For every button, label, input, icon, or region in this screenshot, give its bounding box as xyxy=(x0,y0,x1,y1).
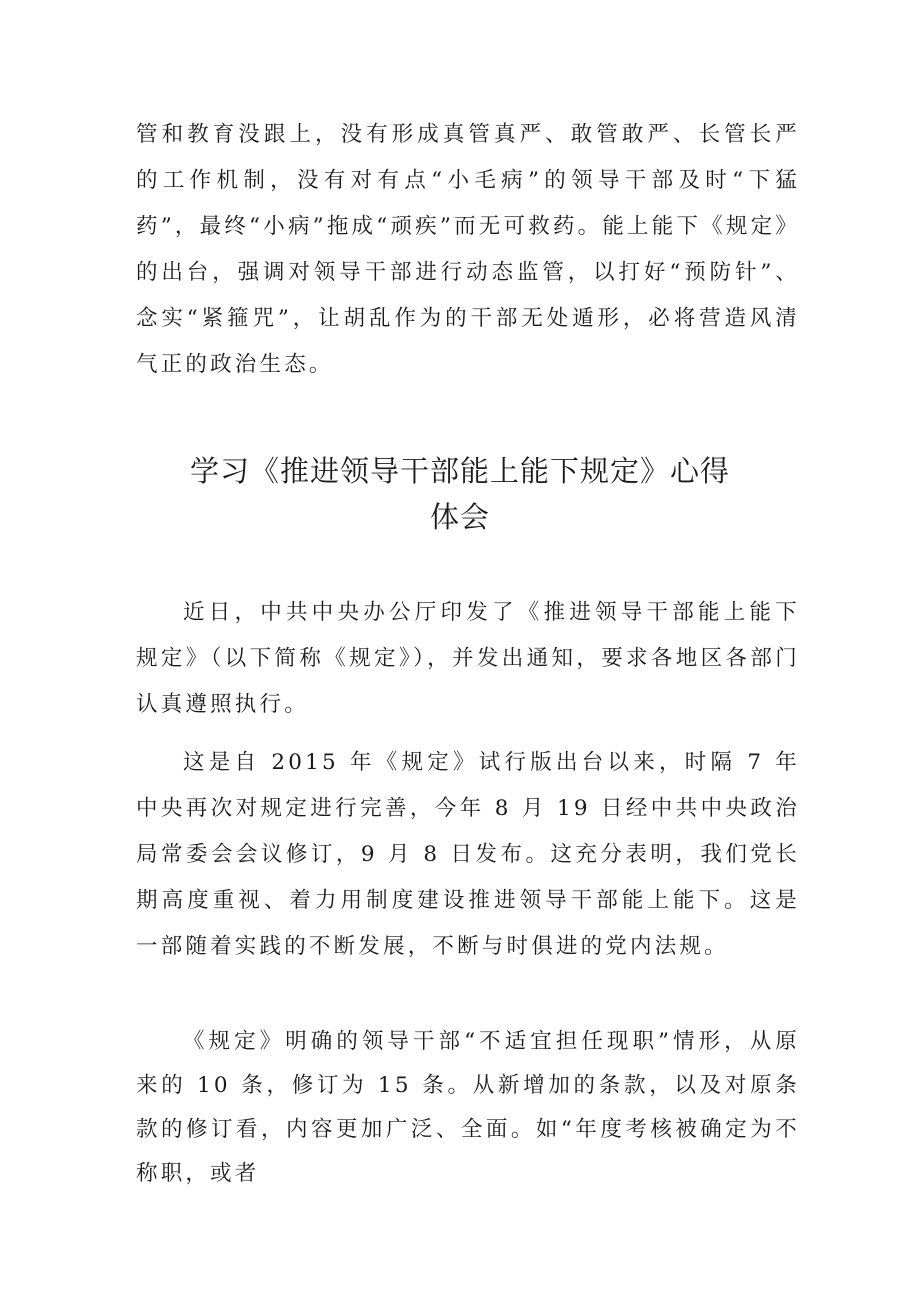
body-paragraph-3: 《规定》明确的领导干部“不适宜担任现职”情形，从原来的 10 条，修订为 15 条。从新增加的条款，以及对原条款的修订看，内容更加广泛、全面。如“年度考核被确定为不称职，或者 xyxy=(136,1029,800,1186)
body-paragraph-2: 这是自 2015 年《规定》试行版出台以来，时隔 7 年中央再次对规定进行完善，今年 8 月 19 日经中共中央政治局常委会会议修订，9 月 8 日发布。这充分表明，我们党长期高度重视、着力用制度建设推进领导干部能上能下。这是一部随着实践的不断发展，不断与时俱进的党内法规。 xyxy=(136,750,800,959)
article-title xyxy=(120,448,800,540)
body-paragraph-1: 近日，中共中央办公厅印发了《推进领导干部能上能下规定》（以下简称《规定》），并发出通知，要求各地区各部门认真遵照执行。 xyxy=(136,600,800,717)
article-title-line-1: 学习《推进领导干部能上能下规定》心得 xyxy=(189,454,730,488)
article-title-line-2: 体会 xyxy=(429,500,490,534)
carry-over-paragraph: 管和教育没跟上，没有形成真管真严、敢管敢严、长管长严的工作机制，没有对有点“小毛病”的领导干部及时“下猛药”，最终“小病”拖成“顽疾”而无可救药。能上能下《规定》的出台，强调对领导干部进行动态监管，以打好“预防针”、念实“紧箍咒”，让胡乱作为的干部无处遁形，必将营造风清气正的政治生态。 xyxy=(136,122,800,377)
